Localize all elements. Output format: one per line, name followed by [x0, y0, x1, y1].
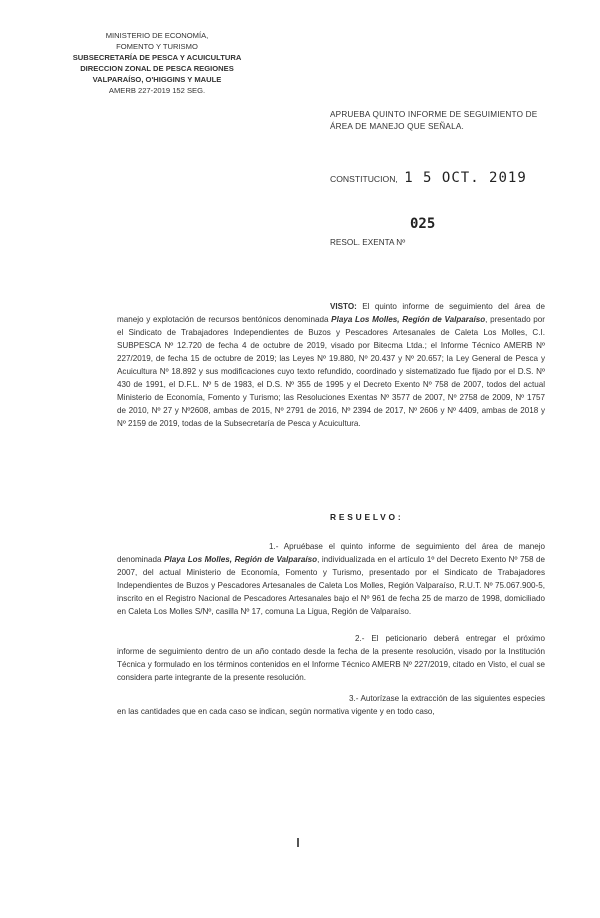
ministry-header: [52, 30, 262, 96]
stamped-date: 1 5 OCT. 2019: [404, 170, 527, 186]
visto-text: El quinto informe de seguimiento del área de manejo y explotación de recursos bentónicos denominada: [117, 302, 545, 324]
resolution-item-1: [117, 540, 545, 618]
header-line: AMERB 227-2019 152 SEG.: [108, 86, 206, 95]
header-line: DIRECCION ZONAL DE PESCA REGIONES: [80, 64, 234, 73]
item-text: , individualizada en el artículo 1º del Decreto Exento Nº 758 de 2007, del actual Ministerio de Economía, Fomento y Turismo, presentado por el Sindicato de Trabajadores Independientes de Buzos y Pescadores Artesanales de Caleta Los Molles, Región Valparaíso, R.U.T. Nº 75.067.900-5, inscrito en el Registro Nacional de Pescadores Artesanales bajo el Nº 961 de fecha 25 de marzo de 1998, domiciliado en Caleta Los Molles S/Nº, casilla Nº 17, comuna La Ligua, Región de Valparaíso.: [117, 555, 545, 616]
visto-text: , presentado por el Sindicato de Trabajadores Independientes de Buzos y Pescadores Artesanales de Caleta Los Molles, C.I. SUBPESCA Nº 12.720 de fecha 4 de octubre de 2019, visado por Bitecma Ltda.; el Informe Técnico AMERB Nº 227/2019, de fecha 15 de octubre de 2019; las Leyes Nº 19.880, Nº 20.437 y Nº 20.657; la Ley General de Pesca y Acuicultura Nº 18.892 y sus modificaciones cuyo texto refundido, coordinado y sistematizado fue fijado por el D.S. Nº 430 de 1991, el D.F.L. Nº 5 de 1983, el D.S. Nº 355 de 1995 y el Decreto Exento Nº 758 de 2007, todos del actual Ministerio de Economía, Fomento y Turismo; las Resoluciones Exentas Nº 3577 de 2007, Nº 2758 de 2009, Nº 1757 de 2010, Nº 27 y Nº2608, ambas de 2015, Nº 2791 de 2016, Nº 2394 de 2017, Nº 2606 y Nº 4409, ambas de 2018 y Nº 2159 de 2019, todas de la Subsecretaría de Pesca y Acuicultura.: [117, 315, 545, 428]
resolution-item-3: [117, 692, 545, 718]
place-date: [330, 170, 527, 186]
resolution-item-2: [117, 632, 545, 684]
city: CONSTITUCION,: [330, 174, 398, 184]
header-line: SUBSECRETARÍA DE PESCA Y ACUICULTURA: [72, 53, 242, 62]
visto-label: VISTO:: [330, 302, 357, 311]
area-name: Playa Los Molles, Región de Valparaíso: [164, 555, 318, 564]
resuelvo-heading: RESUELVO:: [330, 512, 404, 522]
item-text: 3.- Autorízase la extracción de las siguientes especies en las cantidades que en cada caso se indican, según normativa vigente y en todo caso,: [117, 694, 545, 716]
resolution-number: 025: [410, 216, 436, 232]
visto-paragraph: [117, 300, 545, 430]
area-name: Playa Los Molles, Región de Valparaíso: [331, 315, 486, 324]
resolution-subject: APRUEBA QUINTO INFORME DE SEGUIMIENTO DE ÁREA DE MANEJO QUE SEÑALA.: [330, 110, 538, 131]
header-line: FOMENTO Y TURISMO: [116, 42, 198, 51]
item-text: 2.- El peticionario deberá entregar el próximo informe de seguimiento dentro de un año contado desde la fecha de la presente resolución, visado por la Institución Técnica y formulado en los términos contenidos en el Informe Técnico AMERB Nº 227/2019, citado en Visto, el cual se considera parte integrante de la presente resolución.: [117, 634, 545, 682]
item-text: 1.- Apruébase el quinto informe de seguimiento del área de manejo denominada: [117, 542, 545, 564]
header-line: VALPARAÍSO, O'HIGGINS Y MAULE: [92, 75, 222, 84]
scan-mark: [297, 838, 299, 847]
header-line: MINISTERIO DE ECONOMÍA,: [105, 31, 209, 40]
resolution-label: RESOL. EXENTA Nº: [330, 238, 406, 247]
